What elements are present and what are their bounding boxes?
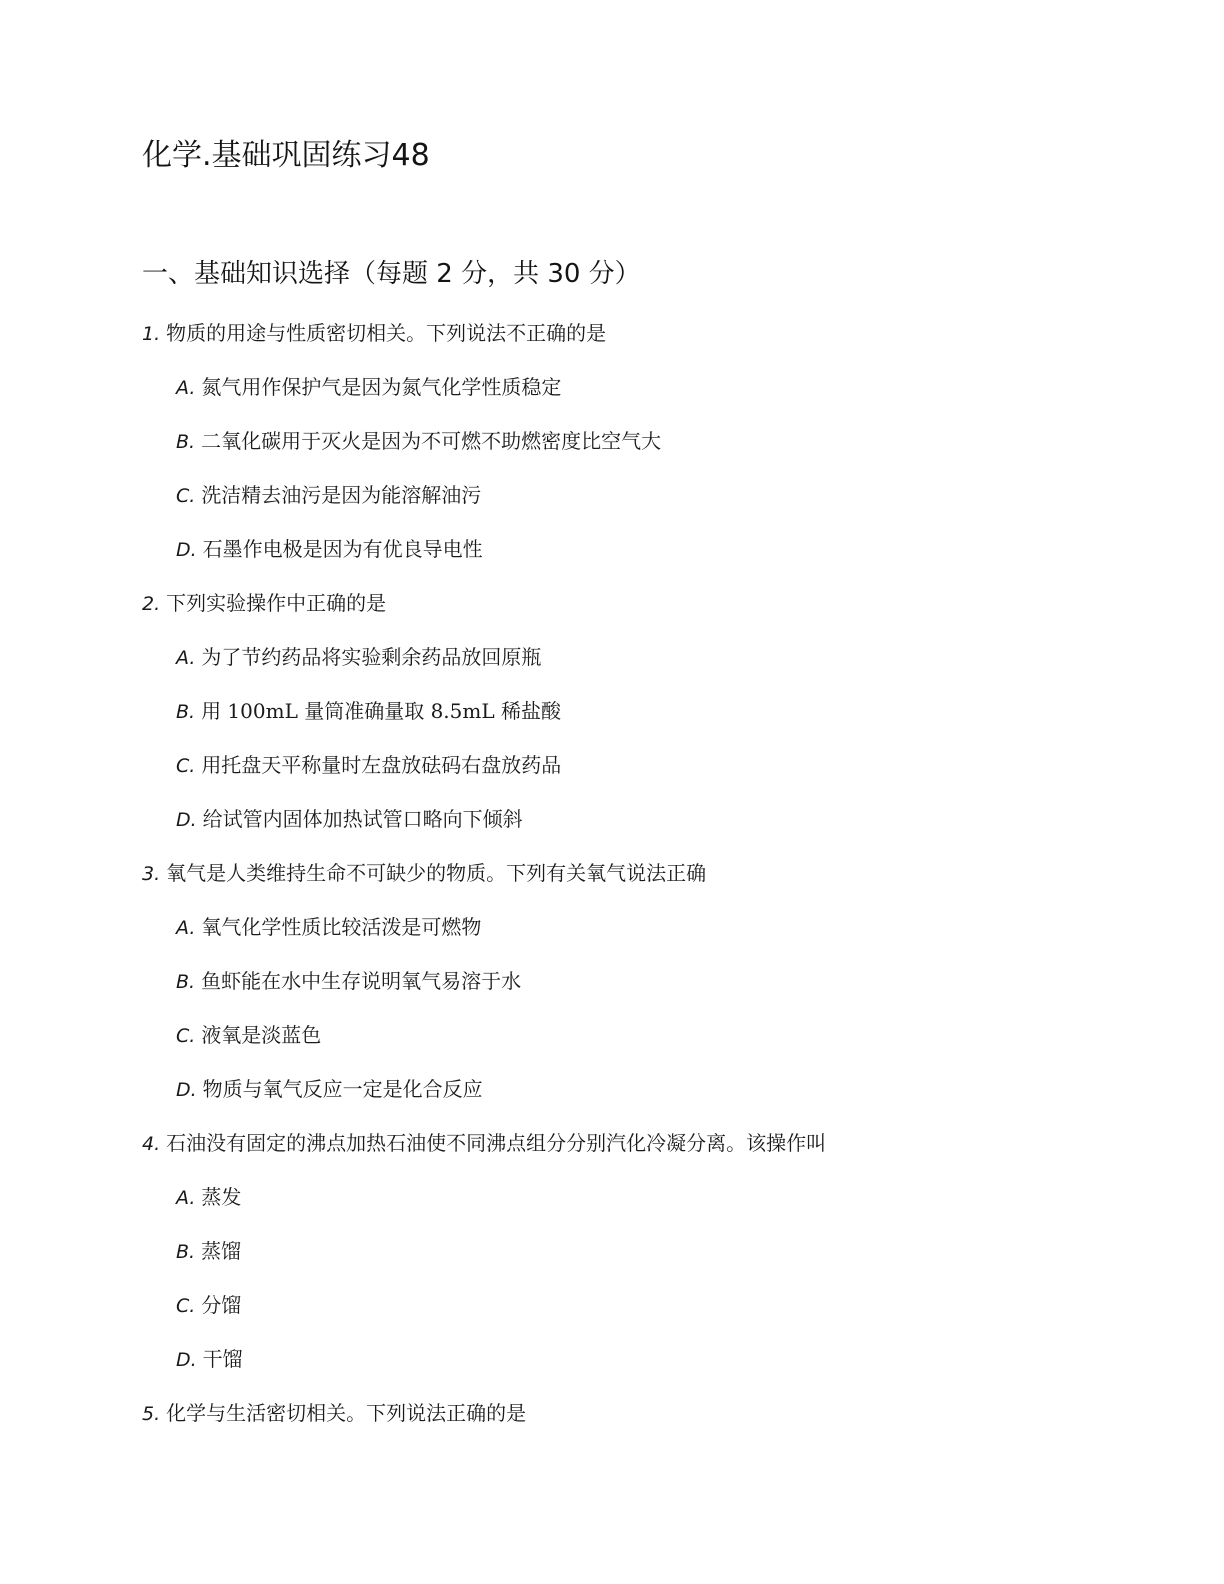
option-label: A.: [176, 377, 196, 399]
option-text: 洗洁精去油污是因为能溶解油污: [201, 483, 482, 507]
question-stem: [142, 858, 1142, 912]
option-text: 为了节约药品将实验剩余药品放回原瓶: [201, 645, 542, 669]
answer-option: [142, 750, 1142, 804]
option-label: C.: [176, 755, 196, 777]
answer-option: [142, 1236, 1142, 1290]
page-title: 化学.基础巩固练习48: [142, 138, 430, 173]
answer-option: [142, 1344, 1142, 1398]
option-text: 物质与氧气反应一定是化合反应: [202, 1077, 483, 1101]
question-stem: [142, 1128, 1142, 1182]
question-number: 5.: [142, 1403, 161, 1425]
answer-option: [142, 372, 1142, 426]
option-text: 石墨作电极是因为有优良导电性: [202, 537, 483, 561]
option-label: B.: [176, 431, 196, 453]
option-label: C.: [176, 1025, 196, 1047]
option-label: A.: [176, 1187, 196, 1209]
answer-option: [142, 642, 1142, 696]
question-text: 化学与生活密切相关。下列说法正确的是: [166, 1401, 527, 1425]
question-stem: [142, 318, 1142, 372]
option-text: 蒸发: [201, 1185, 242, 1209]
option-text: 鱼虾能在水中生存说明氧气易溶于水: [201, 969, 522, 993]
option-text: 液氧是淡蓝色: [201, 1023, 322, 1047]
answer-option: [142, 696, 1142, 750]
option-label: C.: [176, 1295, 196, 1317]
option-text: 用托盘天平称量时左盘放砝码右盘放药品: [201, 753, 562, 777]
question-stem: [142, 1398, 1142, 1452]
question-number: 1.: [142, 323, 161, 345]
option-text: 分馏: [201, 1293, 242, 1317]
answer-option: [142, 804, 1142, 858]
answer-option: [142, 912, 1142, 966]
option-text: 干馏: [202, 1347, 243, 1371]
option-label: D.: [176, 809, 197, 831]
option-text: 氮气用作保护气是因为氮气化学性质稳定: [201, 375, 562, 399]
question-text: 物质的用途与性质密切相关。下列说法不正确的是: [166, 321, 607, 345]
option-label: B.: [176, 701, 196, 723]
section-heading: 一、基础知识选择（每题 2 分，共 30 分）: [142, 259, 641, 289]
question-number: 4.: [142, 1133, 161, 1155]
option-label: D.: [176, 539, 197, 561]
question-text: 石油没有固定的沸点加热石油使不同沸点组分分别汽化冷凝分离。该操作叫: [166, 1131, 827, 1155]
question-number: 3.: [142, 863, 161, 885]
question-stem: [142, 588, 1142, 642]
answer-option: [142, 1290, 1142, 1344]
option-label: B.: [176, 1241, 196, 1263]
answer-option: [142, 534, 1142, 588]
option-label: D.: [176, 1079, 197, 1101]
option-label: B.: [176, 971, 196, 993]
answer-option: [142, 966, 1142, 1020]
option-label: C.: [176, 485, 196, 507]
question-text: 氧气是人类维持生命不可缺少的物质。下列有关氧气说法正确: [166, 861, 707, 885]
option-text: 给试管内固体加热试管口略向下倾斜: [202, 807, 523, 831]
answer-option: [142, 1020, 1142, 1074]
option-label: A.: [176, 647, 196, 669]
option-text: 二氧化碳用于灭火是因为不可燃不助燃密度比空气大: [201, 429, 662, 453]
question-text: 下列实验操作中正确的是: [166, 591, 387, 615]
option-label: D.: [176, 1349, 197, 1371]
answer-option: [142, 426, 1142, 480]
option-text: 用 100mL 量筒准确量取 8.5mL 稀盐酸: [201, 699, 561, 723]
option-label: A.: [176, 917, 196, 939]
question-list: [142, 318, 1142, 1452]
answer-option: [142, 1074, 1142, 1128]
answer-option: [142, 480, 1142, 534]
option-text: 氧气化学性质比较活泼是可燃物: [201, 915, 482, 939]
answer-option: [142, 1182, 1142, 1236]
option-text: 蒸馏: [201, 1239, 242, 1263]
question-number: 2.: [142, 593, 161, 615]
